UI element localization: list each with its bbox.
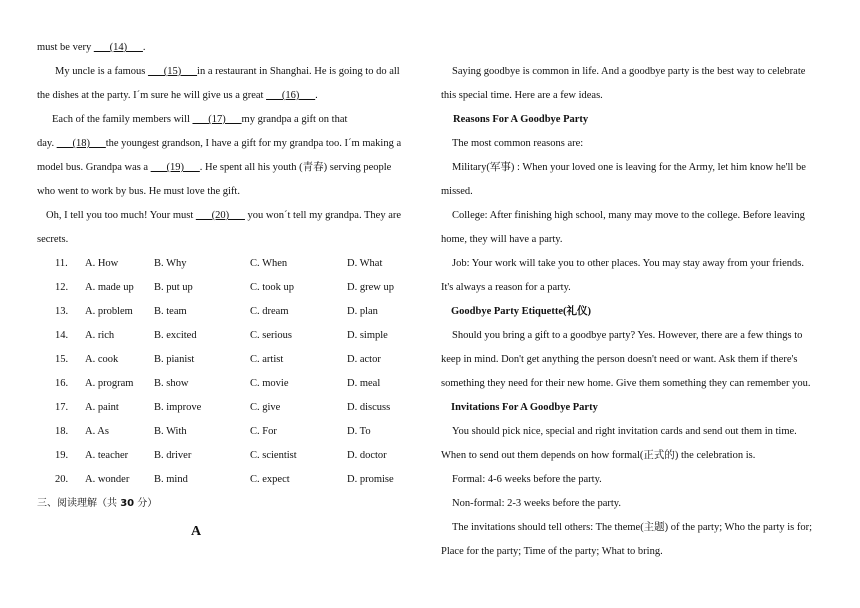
text-span: My uncle is a famous	[55, 66, 149, 77]
option-d: D. discuss	[347, 402, 391, 413]
text-line: this special time. Here are a few ideas.	[441, 90, 603, 101]
text-line: Non-formal: 2-3 weeks before the party.	[452, 498, 622, 509]
option-row	[37, 372, 415, 396]
text-span: my grandpa a gift on that	[241, 114, 348, 125]
question-number: 15.	[55, 354, 69, 365]
text-span: .	[142, 42, 146, 53]
subheading: Invitations For A Goodbye Party	[451, 402, 598, 413]
option-b: B. driver	[154, 450, 192, 461]
text-span: model bus. Grandpa was a	[37, 162, 151, 173]
left-column	[37, 36, 415, 516]
text-line: The invitations should tell others: The theme(主题) of the party; Who the party is for;	[452, 522, 813, 533]
text-line: Formal: 4-6 weeks before the party.	[452, 474, 602, 485]
right-column	[441, 60, 829, 564]
option-row	[37, 444, 415, 468]
option-row	[37, 468, 415, 492]
text-line: something they need for their new home. Give them something they can remember you.	[441, 378, 811, 389]
text-span: the youngest grandson, I have a gift for my grandpa too. I´m making a	[105, 138, 402, 149]
option-row	[37, 396, 415, 420]
section-heading-text: 分）	[134, 498, 158, 509]
text-span: Oh, I tell you too much! Your must	[46, 210, 196, 221]
blank-14: ___(14)___	[93, 42, 143, 53]
option-d: D. What	[347, 258, 383, 269]
option-d: D. meal	[347, 378, 381, 389]
option-a: A. paint	[85, 402, 119, 413]
option-a: A. wonder	[85, 474, 130, 485]
section-score: 30	[120, 498, 135, 509]
option-c: C. expect	[250, 474, 290, 485]
text-span: the dishes at the party. I´m sure he will give us a great	[37, 90, 267, 101]
option-a: A. cook	[85, 354, 119, 365]
option-b: B. excited	[154, 330, 197, 341]
blank-17: ___(17)___	[192, 114, 242, 125]
text-span: day.	[37, 138, 57, 149]
option-d: D. promise	[347, 474, 394, 485]
question-number: 11.	[55, 258, 68, 269]
option-b: B. pianist	[154, 354, 195, 365]
question-number: 17.	[55, 402, 69, 413]
option-b: B. team	[154, 306, 187, 317]
text-line: You should pick nice, special and right invitation cards and send out them in time.	[452, 426, 797, 437]
text-line	[37, 156, 415, 180]
blank-15: ___(15)___	[148, 66, 198, 77]
option-a: A. program	[85, 378, 134, 389]
section-heading-text: 三、阅读理解（共	[37, 498, 121, 509]
option-row	[37, 324, 415, 348]
text-span: you won´t tell my grandpa. They are	[244, 210, 402, 221]
text-line: Place for the party; Time of the party; What to bring.	[441, 546, 663, 557]
option-d: D. actor	[347, 354, 381, 365]
option-a: A. rich	[85, 330, 115, 341]
option-c: C. give	[250, 402, 281, 413]
options-list	[37, 252, 415, 492]
question-number: 18.	[55, 426, 69, 437]
text-line: secrets.	[37, 234, 69, 245]
option-a: A. made up	[85, 282, 134, 293]
text-line: home, they will have a party.	[441, 234, 563, 245]
option-c: C. scientist	[250, 450, 297, 461]
text-line: Job: Your work will take you to other places. You may stay away from your friends.	[452, 258, 804, 269]
text-line: When to send out them depends on how formal(正式的) the celebration is.	[441, 450, 756, 461]
option-b: B. Why	[154, 258, 187, 269]
text-line: missed.	[441, 186, 473, 197]
text-line	[37, 36, 415, 60]
section-heading	[37, 492, 415, 516]
question-number: 16.	[55, 378, 69, 389]
text-line: Military(军事) : When your loved one is leaving for the Army, let him know he'll be	[452, 162, 806, 173]
question-number: 12.	[55, 282, 69, 293]
option-d: D. grew up	[347, 282, 394, 293]
option-a: A. problem	[85, 306, 133, 317]
text-line	[37, 132, 415, 156]
text-span: . He spent all his youth (青春) serving people	[199, 162, 392, 173]
text-line: who went to work by bus. He must love the gift.	[37, 186, 240, 197]
option-row	[37, 252, 415, 276]
blank-18: ___(18)___	[56, 138, 106, 149]
text-line	[37, 84, 415, 108]
question-number: 20.	[55, 474, 69, 485]
option-c: C. When	[250, 258, 288, 269]
option-d: D. doctor	[347, 450, 387, 461]
option-b: B. With	[154, 426, 187, 437]
question-number: 13.	[55, 306, 69, 317]
option-c: C. For	[250, 426, 277, 437]
text-line	[37, 108, 415, 132]
option-c: C. serious	[250, 330, 292, 341]
option-a: A. How	[85, 258, 119, 269]
passage-label: A	[191, 524, 202, 539]
text-span: must be very	[37, 42, 94, 53]
option-c: C. dream	[250, 306, 289, 317]
blank-20: ___(20)___	[195, 210, 245, 221]
text-line: It's always a reason for a party.	[441, 282, 571, 293]
option-d: D. To	[347, 426, 371, 437]
option-b: B. put up	[154, 282, 193, 293]
blank-19: ___(19)___	[150, 162, 200, 173]
text-span: in a restaurant in Shanghai. He is going to do all	[197, 66, 400, 77]
option-c: C. movie	[250, 378, 289, 389]
text-line	[37, 204, 415, 228]
option-b: B. mind	[154, 474, 188, 485]
text-span: Each of the family members will	[52, 114, 193, 125]
blank-16: ___(16)___	[266, 90, 316, 101]
option-row	[37, 276, 415, 300]
text-line: Saying goodbye is common in life. And a goodbye party is the best way to celebrate	[452, 66, 806, 77]
text-line: College: After finishing high school, many may move to the college. Before leaving	[452, 210, 805, 221]
option-row	[37, 348, 415, 372]
text-span: .	[315, 90, 318, 101]
option-b: B. improve	[154, 402, 202, 413]
question-number: 19.	[55, 450, 69, 461]
option-c: C. artist	[250, 354, 284, 365]
option-a: A. As	[85, 426, 109, 437]
option-a: A. teacher	[85, 450, 129, 461]
option-d: D. simple	[347, 330, 388, 341]
question-number: 14.	[55, 330, 69, 341]
text-line: keep in mind. Don't get anything the person doesn't need or want. Ask them if there's	[441, 354, 798, 365]
option-d: D. plan	[347, 306, 378, 317]
text-line: Should you bring a gift to a goodbye party? Yes. However, there are a few things to	[452, 330, 803, 341]
option-row	[37, 300, 415, 324]
text-line	[37, 60, 415, 84]
option-c: C. took up	[250, 282, 295, 293]
subheading: Goodbye Party Etiquette(礼仪)	[451, 306, 591, 317]
option-row	[37, 420, 415, 444]
subheading: Reasons For A Goodbye Party	[453, 114, 589, 125]
option-b: B. show	[154, 378, 189, 389]
text-line: The most common reasons are:	[452, 138, 584, 149]
